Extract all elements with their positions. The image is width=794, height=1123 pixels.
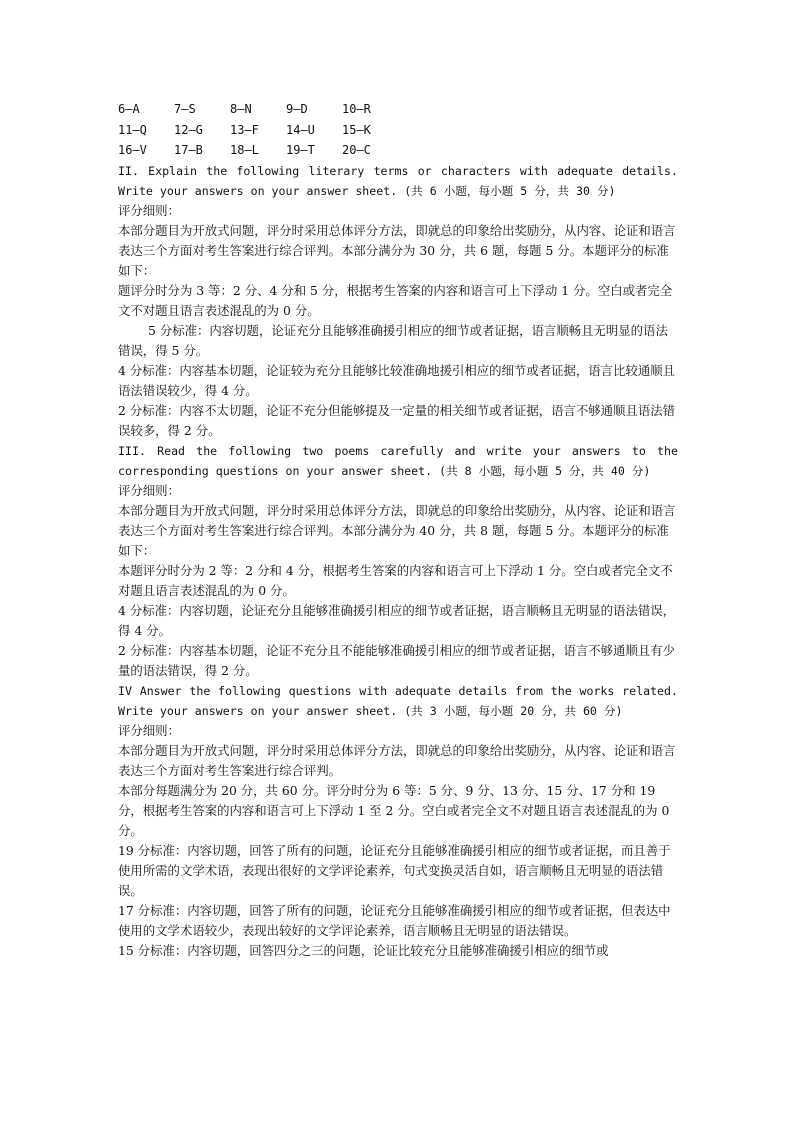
section-heading-points: (共 6 小题，每小题 5 分，共 30 分): [404, 183, 616, 198]
scoring-rules-label: 评分细则：: [118, 202, 180, 218]
answer-item: 15—K: [342, 122, 371, 137]
section-iv: [118, 681, 678, 961]
answer-item: 12—G: [174, 122, 203, 137]
answer-item: 18—L: [230, 143, 259, 157]
paragraph: 本部分题目为开放式问题，评分时采用总体评分方法，即就总的印象给出奖励分，从内容、论证和语言表达三个方面对考生答案进行综合评判。本部分满分为 40 分，共 8 题，每题 5 分。本题评分的标准如下：: [118, 502, 676, 558]
section-heading-points: (共 3 小题，每小题 20 分，共 60 分): [404, 703, 623, 718]
paragraph: 题评分时分为 3 等：2 分、4 分和 5 分，根据考生答案的内容和语言可上下浮动 1 分。空白或者完全文不对题且语言表述混乱的为 0 分。: [118, 282, 673, 318]
answer-item: 8—N: [230, 102, 252, 116]
section-heading: [118, 161, 678, 201]
scoring-rules-label: 评分细则：: [118, 722, 180, 738]
paragraph: 本题评分时分为 2 等：2 分和 4 分，根据考生答案的内容和语言可上下浮动 1 分。空白或者完全文不对题且语言表述混乱的为 0 分。: [118, 562, 673, 598]
answer-item: 13—F: [230, 122, 259, 137]
paragraph: 5 分标准：内容切题，论证充分且能够准确援引相应的细节或者证据，语言顺畅且无明显的语法错误，得 5 分。: [118, 322, 668, 358]
answer-item: 11—Q: [118, 122, 147, 137]
paragraph: 17 分标准：内容切题，回答了所有的问题，论证充分且能够准确援引相应的细节或者证据，但表达中使用的文学术语较少，表现出较好的文学评论素养，语言顺畅且无明显的语法错误。: [118, 902, 671, 938]
section-ii: [118, 161, 678, 441]
answer-item: 9—D: [286, 102, 308, 116]
paragraph: 19 分标准：内容切题，回答了所有的问题，论证充分且能够准确援引相应的细节或者证据，而且善于使用所需的文学术语，表现出很好的文学评论素养，句式变换灵活自如，语言顺畅且无明显的语法错误。: [118, 842, 671, 898]
section-heading-en: IV Answer the following questions with adequate details from the works related. Write your answers on your answer sheet.: [118, 683, 678, 718]
section-heading: [118, 441, 678, 481]
answer-key: [118, 99, 678, 161]
paragraph: 4 分标准：内容切题，论证充分且能够准确援引相应的细节或者证据，语言顺畅且无明显的语法错误，得 4 分。: [118, 602, 676, 638]
section-heading-en: II. Explain the following literary terms or characters with adequate details. Write your answers on your answer sheet.: [118, 163, 678, 198]
answer-item: 10—R: [342, 102, 371, 116]
paragraph: 本部分题目为开放式问题，评分时采用总体评分方法，即就总的印象给出奖励分，从内容、论证和语言表达三个方面对考生答案进行综合评判。: [118, 742, 676, 778]
paragraph: 2 分标准：内容基本切题，论证不充分且不能能够准确援引相应的细节或者证据，语言不够通顺且有少量的语法错误，得 2 分。: [118, 642, 676, 678]
answer-item: 19—T: [286, 143, 315, 157]
answer-row: [118, 120, 678, 141]
answer-row: [118, 99, 678, 120]
paragraph: 15 分标准：内容切题，回答四分之三的问题，论证比较充分且能够准确援引相应的细节或: [118, 942, 609, 958]
answer-item: 14—U: [286, 122, 315, 137]
section-heading-points: (共 8 小题，每小题 5 分，共 40 分): [439, 463, 651, 478]
paragraph: 本部分每题满分为 20 分，共 60 分。评分时分为 6 等：5 分、9 分、13 分、15 分、17 分和 19 分，根据考生答案的内容和语言可上下浮动 1 至 2 分。空白或者完全文不对题且语言表述混乱的为 0 分。: [118, 782, 670, 838]
paragraph: 本部分题目为开放式问题，评分时采用总体评分方法，即就总的印象给出奖励分，从内容、论证和语言表达三个方面对考生答案进行综合评判。本部分满分为 30 分，共 6 题，每题 5 分。本题评分的标准如下：: [118, 222, 676, 278]
answer-item: 20—C: [342, 143, 371, 157]
answer-item: 7—S: [174, 102, 196, 116]
section-iii: [118, 441, 678, 681]
answer-item: 6—A: [118, 102, 140, 116]
section-heading-en: III. Read the following two poems carefully and write your answers to the corresponding questions on your answer sheet.: [118, 443, 678, 478]
paragraph: 4 分标准：内容基本切题，论证较为充分且能够比较准确地援引相应的细节或者证据，语言比较通顺且语法错误较少，得 4 分。: [118, 362, 676, 398]
answer-item: 17—B: [174, 143, 203, 157]
scoring-rules-label: 评分细则：: [118, 482, 180, 498]
answer-row: [118, 140, 678, 161]
answer-item: 16—V: [118, 143, 147, 157]
section-heading: [118, 681, 678, 721]
paragraph: 2 分标准：内容不太切题，论证不充分但能够提及一定量的相关细节或者证据，语言不够通顺且语法错误较多，得 2 分。: [118, 402, 676, 438]
document-page: [118, 99, 678, 961]
